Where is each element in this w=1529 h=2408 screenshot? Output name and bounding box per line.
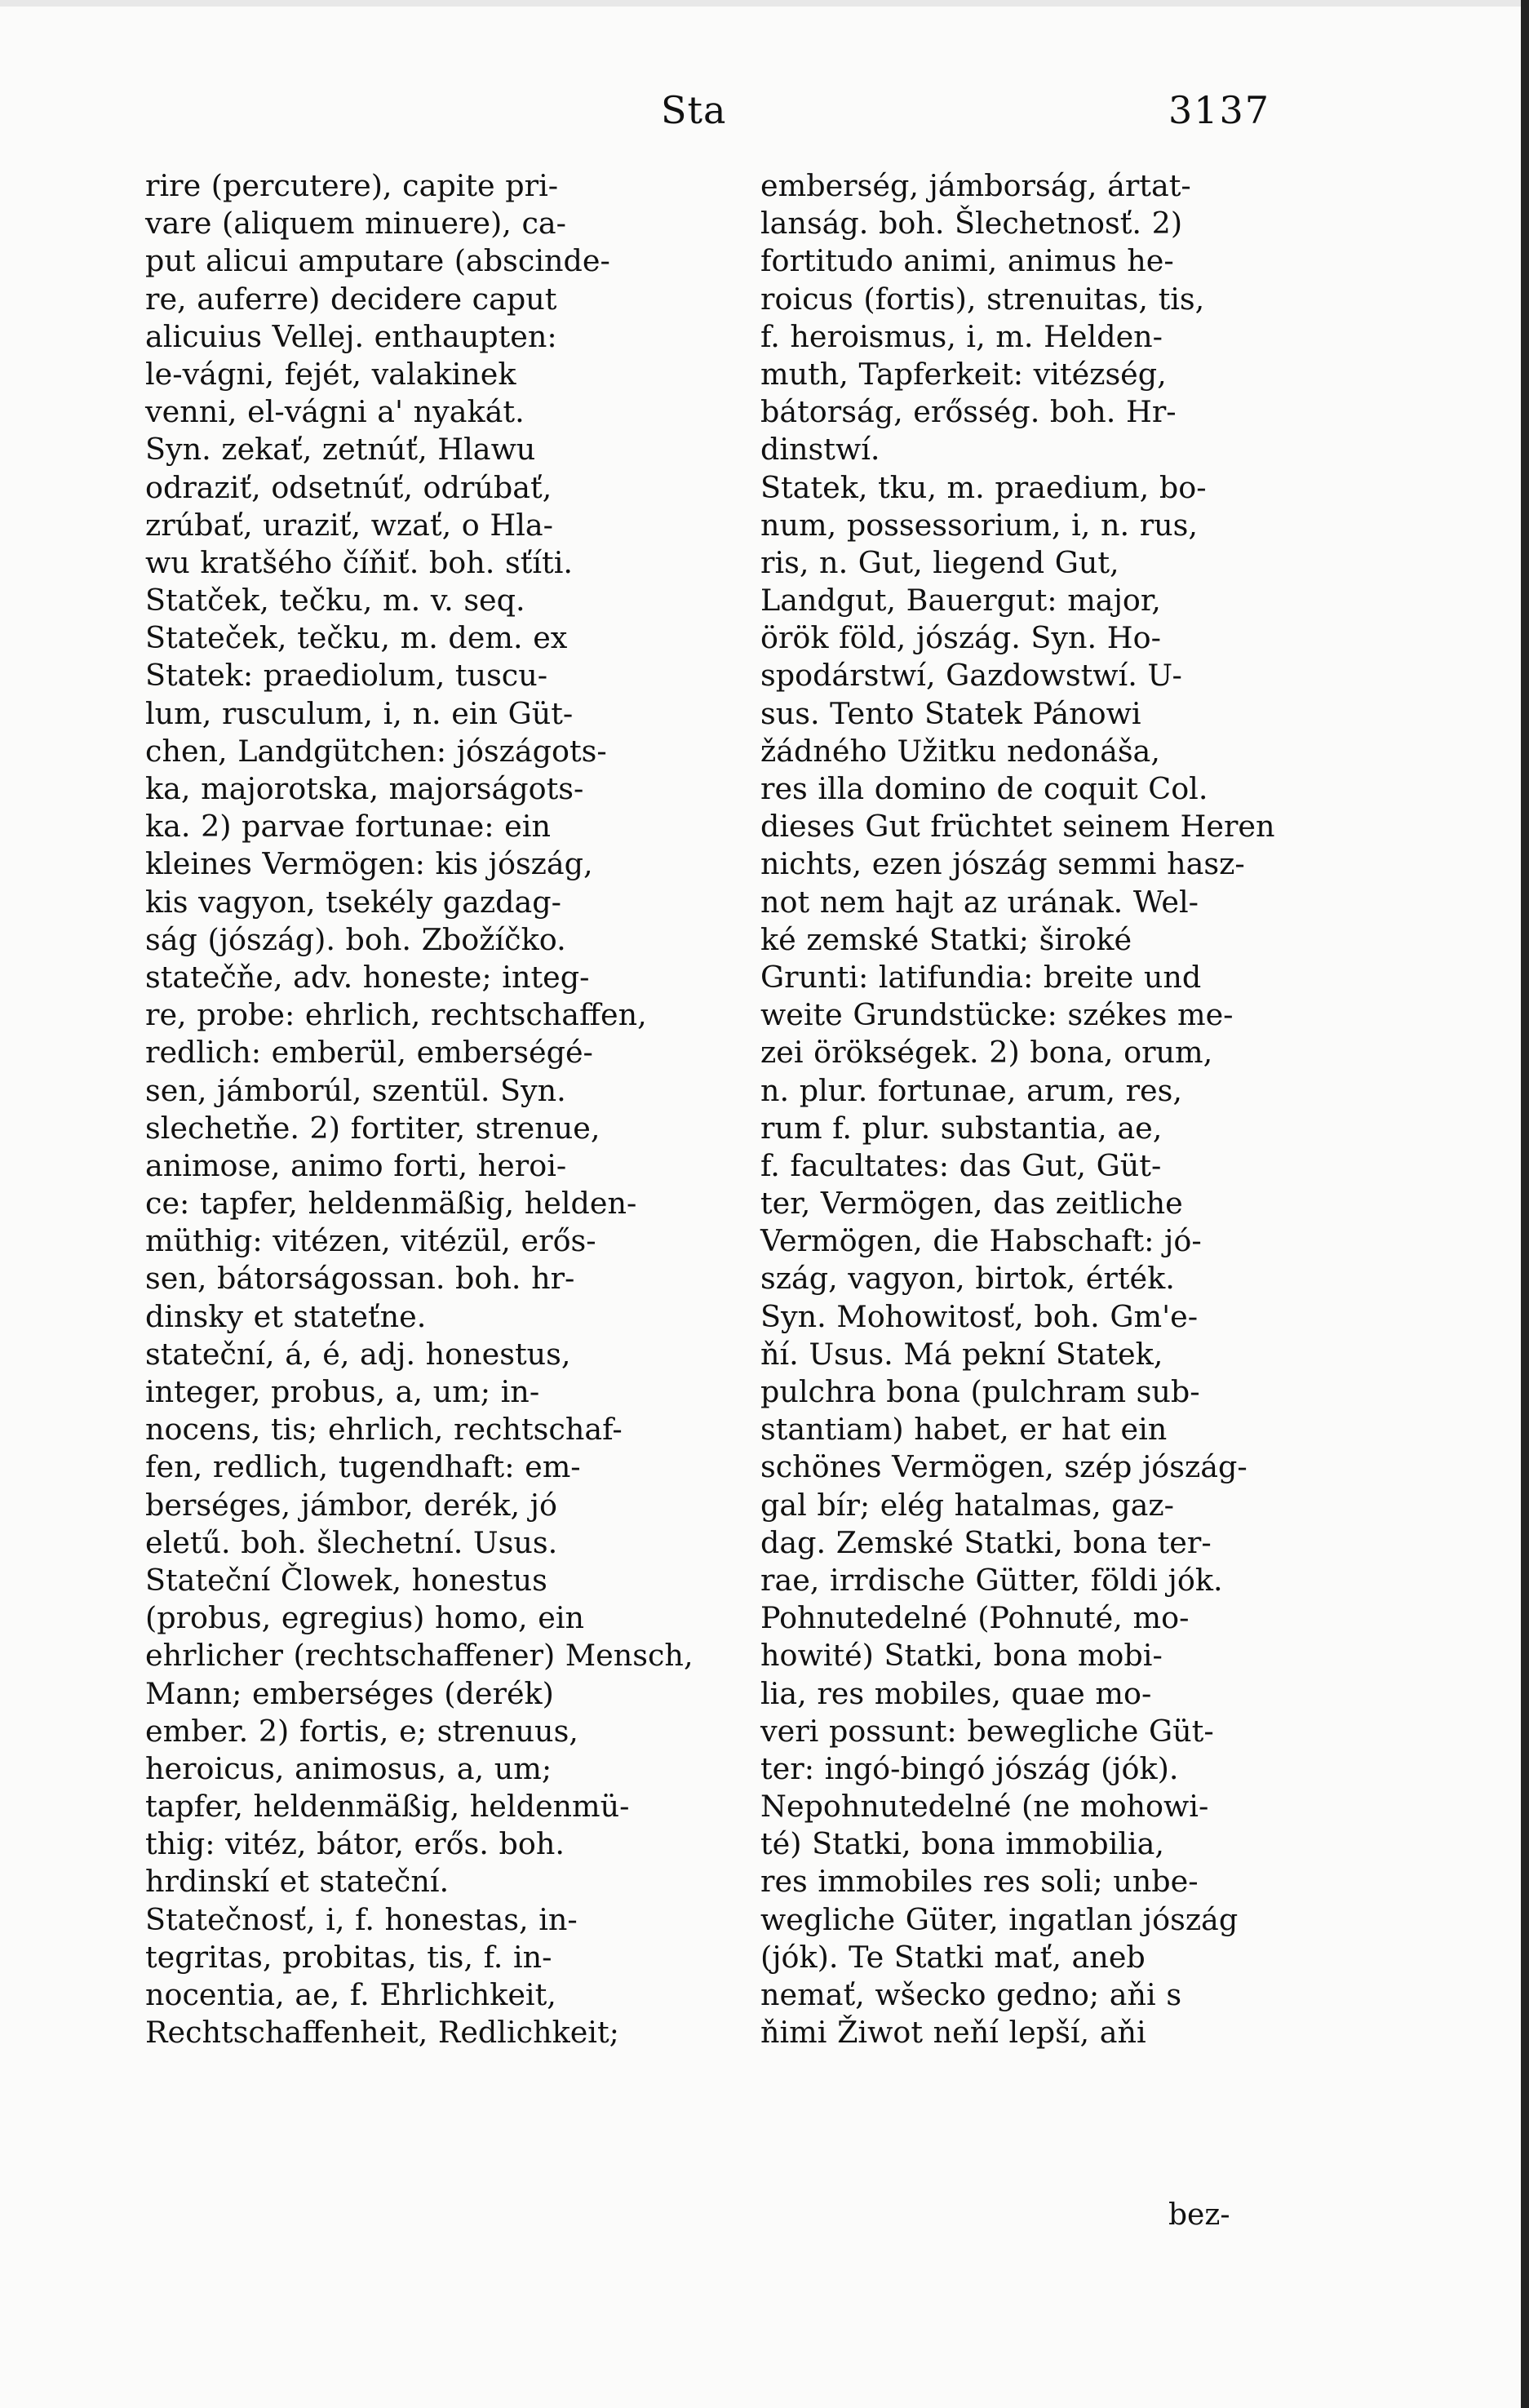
text-line: sus. Tento Statek Pánowi xyxy=(760,695,1141,731)
text-line: integer, probus, a, um; in- xyxy=(145,1374,540,1409)
text-line: f. facultates: das Gut, Güt- xyxy=(760,1147,1162,1183)
text-line: veri possunt: bewegliche Güt- xyxy=(760,1713,1214,1749)
text-line: ka. 2) parvae fortunae: ein xyxy=(145,809,551,845)
text-line: pulchra bona (pulchram sub- xyxy=(760,1374,1200,1409)
text-line: rum f. plur. substantia, ae, xyxy=(760,1110,1163,1146)
text-line: ké zemské Statki; široké xyxy=(760,921,1132,957)
text-line: dag. Zemské Statki, bona ter- xyxy=(760,1524,1212,1560)
text-line: ris, n. Gut, liegend Gut, xyxy=(760,544,1119,580)
text-line: dieses Gut früchtet seinem Heren xyxy=(760,809,1275,845)
text-line: slechetňe. 2) fortiter, strenue, xyxy=(145,1110,601,1146)
text-line: dinsky et stateťne. xyxy=(145,1298,427,1334)
text-line: Statečnosť, i, f. honestas, in- xyxy=(145,1901,578,1937)
text-line: Statček, tečku, m. v. seq. xyxy=(145,583,525,619)
text-line: nichts, ezen jószág semmi hasz- xyxy=(760,846,1245,882)
text-line: (jók). Te Statki mať, aneb xyxy=(760,1939,1146,1975)
text-line: thig: vitéz, bátor, erős. boh. xyxy=(145,1826,565,1862)
scan-right-edge xyxy=(1521,0,1529,2408)
text-line: lum, rusculum, i, n. ein Güt- xyxy=(145,695,574,731)
text-line: Nepohnutedelné (ne mohowi- xyxy=(760,1789,1209,1825)
text-line: tegritas, probitas, tis, f. in- xyxy=(145,1939,552,1975)
text-line: le-vágni, fejét, valakinek xyxy=(145,356,516,392)
text-line: hrdinskí et stateční. xyxy=(145,1864,450,1900)
right-column xyxy=(760,167,1305,2051)
scan-top-edge xyxy=(0,0,1529,7)
text-line: vare (aliquem minuere), ca- xyxy=(145,206,566,242)
text-line: stantiam) habet, er hat ein xyxy=(760,1412,1168,1448)
text-line: schönes Vermögen, szép jószág- xyxy=(760,1449,1248,1485)
text-line: szág, vagyon, birtok, érték. xyxy=(760,1261,1175,1297)
text-line: roicus (fortis), strenuitas, tis, xyxy=(760,281,1205,317)
text-line: chen, Landgütchen: jószágots- xyxy=(145,733,607,769)
text-line: muth, Tapferkeit: vitézség, xyxy=(760,356,1167,392)
text-line: ňimi Žiwot neňí lepší, aňi xyxy=(760,2015,1146,2051)
text-line: té) Statki, bona immobilia, xyxy=(760,1826,1165,1862)
text-line: Stateček, tečku, m. dem. ex xyxy=(145,620,568,656)
text-line: statečňe, adv. honeste; integ- xyxy=(145,959,590,995)
text-line: tapfer, heldenmäßig, heldenmü- xyxy=(145,1789,630,1825)
text-line: Rechtschaffenheit, Redlichkeit; xyxy=(145,2015,619,2051)
text-line: ce: tapfer, heldenmäßig, helden- xyxy=(145,1186,637,1222)
text-line: Landgut, Bauergut: major, xyxy=(760,583,1161,619)
text-line: put alicui amputare (abscinde- xyxy=(145,243,610,279)
text-line: stateční, á, é, adj. honestus, xyxy=(145,1336,571,1372)
text-line: berséges, jámbor, derék, jó xyxy=(145,1487,557,1523)
text-line: fen, redlich, tugendhaft: em- xyxy=(145,1449,581,1485)
text-line: num, possessorium, i, n. rus, xyxy=(760,507,1198,543)
text-line: emberség, jámborság, ártat- xyxy=(760,168,1191,203)
text-line: not nem hajt az urának. Wel- xyxy=(760,884,1199,920)
text-line: f. heroismus, i, m. Helden- xyxy=(760,318,1163,354)
text-line: howité) Statki, bona mobi- xyxy=(760,1638,1163,1674)
text-line: animose, animo forti, heroi- xyxy=(145,1147,567,1183)
text-line: redlich: emberül, emberségé- xyxy=(145,1035,593,1071)
text-line: ehrlicher (rechtschaffener) Mensch, xyxy=(145,1638,694,1674)
text-line: Vermögen, die Habschaft: jó- xyxy=(760,1223,1202,1259)
text-line: lanság. boh. Šlechetnosť. 2) xyxy=(760,206,1183,242)
text-line: kis vagyon, tsekély gazdag- xyxy=(145,884,561,920)
text-line: fortitudo animi, animus he- xyxy=(760,243,1174,279)
text-line: alicuius Vellej. enthaupten: xyxy=(145,318,557,354)
text-line: ka, majorotska, majorságots- xyxy=(145,771,584,806)
text-line: Pohnutedelné (Pohnuté, mo- xyxy=(760,1600,1190,1636)
text-line: ter: ingó-bingó jószág (jók). xyxy=(760,1750,1179,1786)
text-line: sen, jámborúl, szentül. Syn. xyxy=(145,1072,566,1108)
text-line: zrúbať, uraziť, wzať, o Hla- xyxy=(145,507,553,543)
text-line: ság (jószág). boh. Zbožíčko. xyxy=(145,921,566,957)
text-line: nocentia, ae, f. Ehrlichkeit, xyxy=(145,1977,556,2012)
text-line: Statek: praediolum, tuscu- xyxy=(145,658,548,694)
text-line: weite Grundstücke: székes me- xyxy=(760,997,1234,1033)
text-line: venni, el-vágni a' nyakát. xyxy=(145,394,525,430)
text-line: ňí. Usus. Má pekní Statek, xyxy=(760,1336,1163,1372)
text-line: gal bír; elég hatalmas, gaz- xyxy=(760,1487,1174,1523)
text-line: odraziť, odsetnúť, odrúbať, xyxy=(145,469,552,505)
text-line: müthig: vitézen, vitézül, erős- xyxy=(145,1223,596,1259)
text-line: zei örökségek. 2) bona, orum, xyxy=(760,1035,1213,1071)
text-line: kleines Vermögen: kis jószág, xyxy=(145,846,593,882)
text-line: eletű. boh. šlechetní. Usus. xyxy=(145,1524,558,1560)
text-line: rire (percutere), capite pri- xyxy=(145,168,559,203)
text-line: re, probe: ehrlich, rechtschaffen, xyxy=(145,997,647,1033)
left-column xyxy=(145,167,694,2051)
text-line: res immobiles res soli; unbe- xyxy=(760,1864,1199,1900)
text-line: Syn. zekať, zetnúť, Hlawu xyxy=(145,432,536,468)
text-line: heroicus, animosus, a, um; xyxy=(145,1750,552,1786)
text-line: dinstwí. xyxy=(760,432,880,468)
text-line: Stateční Člowek, honestus xyxy=(145,1562,547,1598)
text-line: Syn. Mohowitosť, boh. Gm'e- xyxy=(760,1298,1199,1334)
catchword: bez- xyxy=(1168,2198,1230,2232)
running-head: Sta xyxy=(661,88,727,132)
text-line: žádného Užitku nedonáša, xyxy=(760,733,1160,769)
text-line: res illa domino de coquit Col. xyxy=(760,771,1208,806)
text-line: (probus, egregius) homo, ein xyxy=(145,1600,585,1636)
text-line: spodárstwí, Gazdowstwí. U- xyxy=(760,658,1182,694)
text-line: wu kratšého číňiť. boh. sťíti. xyxy=(145,544,574,580)
text-line: nocens, tis; ehrlich, rechtschaf- xyxy=(145,1412,623,1448)
text-line: wegliche Güter, ingatlan jószág xyxy=(760,1901,1239,1937)
text-line: rae, irrdische Gütter, földi jók. xyxy=(760,1562,1223,1598)
text-line: n. plur. fortunae, arum, res, xyxy=(760,1072,1182,1108)
text-line: lia, res mobiles, quae mo- xyxy=(760,1675,1152,1711)
text-line: Statek, tku, m. praedium, bo- xyxy=(760,469,1207,505)
text-line: ember. 2) fortis, e; strenuus, xyxy=(145,1713,578,1749)
text-line: nemať, wšecko gedno; aňi s xyxy=(760,1977,1182,2012)
text-line: örök föld, jószág. Syn. Ho- xyxy=(760,620,1161,656)
text-line: Mann; emberséges (derék) xyxy=(145,1675,554,1711)
text-line: bátorság, erősség. boh. Hr- xyxy=(760,394,1177,430)
text-line: re, auferre) decidere caput xyxy=(145,281,557,317)
text-line: Grunti: latifundia: breite und xyxy=(760,959,1202,995)
text-line: ter, Vermögen, das zeitliche xyxy=(760,1186,1183,1222)
text-line: sen, bátorságossan. boh. hr- xyxy=(145,1261,575,1297)
page-number: 3137 xyxy=(1168,88,1271,132)
